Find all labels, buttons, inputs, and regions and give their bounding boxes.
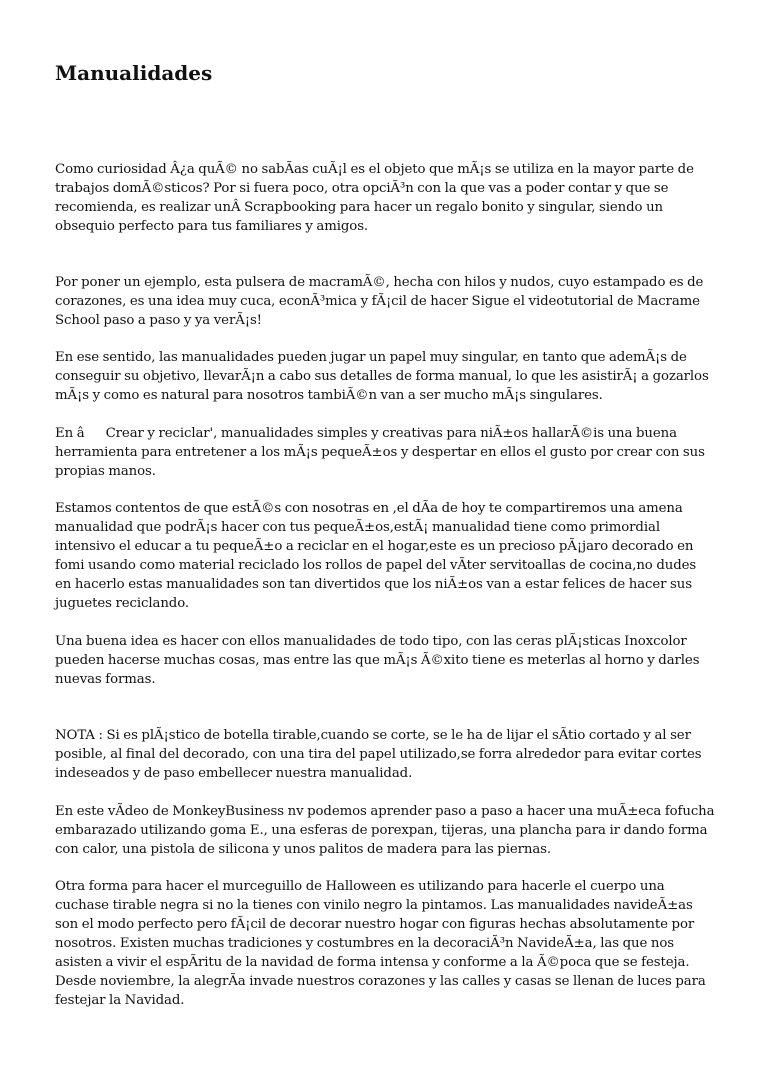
paragraph-fofucha-doll: En este vÃdeo de MonkeyBusiness nv podemos aprender paso a paso a hacer una muÃ±eca fofucha embarazado utilizando goma E., una esferas de porexpan, tijeras, una plancha para ir dando forma con calor, una pistola de silicona y unos palitos de madera para las piernas.	[55, 804, 715, 857]
paragraph-note: NOTA : Si es plÃ¡stico de botella tirable,cuando se corte, se le ha de lijar el sÃtio cortado y al ser posible, al final del decorado, con una tira del papel utilizado,se forra alrededor para evitar cortes indeseados y de paso embellecer nuestra manualidad.	[55, 728, 702, 781]
paragraph-crear-reciclar: En âCrear y reciclar', manualidades simples y creativas para niÃ±os hallarÃ©is una buena herramienta para entretener a los mÃ¡s pequeÃ±os y despertar en ellos el gusto por crear con sus propias manos.	[55, 426, 705, 479]
paragraph-plastic-crayons: Una buena idea es hacer con ellos manualidades de todo tipo, con las ceras plÃ¡sticas Inoxcolor pueden hacerse muchas cosas, mas entre las que mÃ¡s Ã©xito tiene es meterlas al horno y darles nuevas formas.	[55, 634, 700, 687]
paragraph-scrapbooking: Como curiosidad Â¿a quÃ© no sabÃas cuÃ¡l es el objeto que mÃ¡s se utiliza en la mayor parte de trabajos domÃ©sticos? Por si fuera poco, otra opciÃ³n con la que vas a poder contar y que se recomienda, es realizar unÂ Scrapbooking para hacer un regalo bonito y singular, siendo un obsequio perfecto para tus familiares y amigos.	[55, 162, 694, 234]
paragraph-macrame-bracelet: Por poner un ejemplo, esta pulsera de macramÃ©, hecha con hilos y nudos, cuyo estampado es de corazones, es una idea muy cuca, econÃ³mica y fÃ¡cil de hacer Sigue el videotutorial de Macrame School paso a paso y ya verÃ¡s!	[55, 275, 704, 328]
paragraph-halloween-christmas: Otra forma para hacer el murceguillo de Halloween es utilizando para hacerle el cuerpo una cuchase tirable negra si no la tienes con vinilo negro la pintamos. Las manualidades navideÃ±as son el modo perfecto pero fÃ¡cil de decorar nuestro hogar con figuras hechas absolutamente por nosotros. Existen muchas tradiciones y costumbres en la decoraciÃ³n NavideÃ±a, las que nos asisten a vivir el espÃritu de la navidad de forma intensa y conforme a la Ã©poca que se festeja. Desde noviembre, la alegrÃa invade nuestros corazones y las calles y casas se llenan de luces para festejar la Navidad.	[55, 879, 706, 1008]
paragraph-manual-details: En ese sentido, las manualidades pueden jugar un papel muy singular, en tanto que ademÃ¡s de conseguir su objetivo, llevarÃ¡n a cabo sus detalles de forma manual, lo que les asistirÃ¡ a gozarlos mÃ¡s y como es natural para nosotros tambiÃ©n van a ser mucho mÃ¡s singulares.	[55, 350, 709, 403]
document-title: Manualidades	[55, 61, 213, 85]
paragraph-recycled-bird: Estamos contentos de que estÃ©s con nosotras en ,el dÃa de hoy te compartiremos una amena manualidad que podrÃ¡s hacer con tus pequeÃ±os,estÃ¡ manualidad tiene como primordial intensivo el educar a tu pequeÃ±o a reciclar en el hogar,este es un precioso pÃ¡jaro decorado en fomi usando como material reciclado los rollos de papel del vÃter servitoallas de cocina,no dudes en hacerlo estas manualidades son tan divertidos que los niÃ±os van a estar felices de hacer sus juguetes reciclando.	[55, 501, 697, 611]
